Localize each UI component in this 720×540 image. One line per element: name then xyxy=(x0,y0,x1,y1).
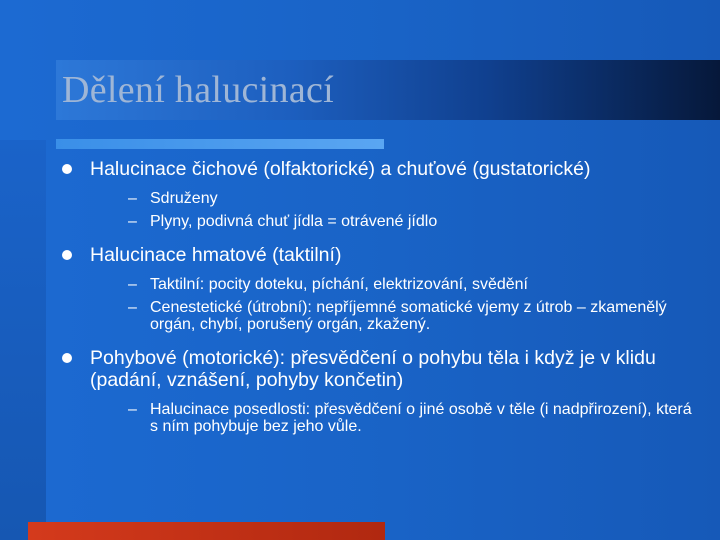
left-decor-bar xyxy=(0,140,46,540)
bottom-accent-bar xyxy=(28,522,385,540)
bullet-text: Halucinace čichové (olfaktorické) a chuťové (gustatorické) xyxy=(90,158,591,180)
slide-title: Dělení halucinací xyxy=(62,69,335,111)
sub-item-text: Taktilní: pocity doteku, píchání, elektrizování, svědění xyxy=(150,276,528,293)
sub-list xyxy=(90,276,700,333)
bullet-item xyxy=(60,347,700,435)
sub-item-text: Sdruženy xyxy=(150,190,218,207)
sub-item xyxy=(90,276,700,293)
sub-list xyxy=(90,401,700,435)
sub-item xyxy=(90,299,700,333)
bullet-dot-icon xyxy=(62,164,72,174)
sub-item xyxy=(90,190,700,207)
bullet-text: Halucinace hmatové (taktilní) xyxy=(90,244,342,266)
dash-marker: – xyxy=(128,299,137,316)
sub-item xyxy=(90,213,700,230)
dash-marker: – xyxy=(128,213,137,230)
sub-item-text: Cenestetické (útrobní): nepříjemné somatické vjemy z útrob – zkamenělý orgán, chybí, porušený orgán, zkažený. xyxy=(150,299,667,333)
bullet-text: Pohybové (motorické): přesvědčení o pohybu těla i když je v klidu (padání, vznášení, pohyby končetin) xyxy=(90,347,656,391)
dash-marker: – xyxy=(128,276,137,293)
dash-marker: – xyxy=(128,190,137,207)
sub-item-text: Halucinace posedlosti: přesvědčení o jiné osobě v těle (i nadpřirození), která s ním pohybuje bez jeho vůle. xyxy=(150,401,692,435)
title-underline xyxy=(56,139,384,149)
bullet-item xyxy=(60,244,700,333)
slide-content xyxy=(60,158,700,441)
bullet-item xyxy=(60,158,700,230)
sub-item-text: Plyny, podivná chuť jídla = otrávené jídlo xyxy=(150,213,438,230)
bullet-dot-icon xyxy=(62,250,72,260)
bullet-dot-icon xyxy=(62,353,72,363)
sub-item xyxy=(90,401,700,435)
dash-marker: – xyxy=(128,401,137,418)
sub-list xyxy=(90,190,700,230)
